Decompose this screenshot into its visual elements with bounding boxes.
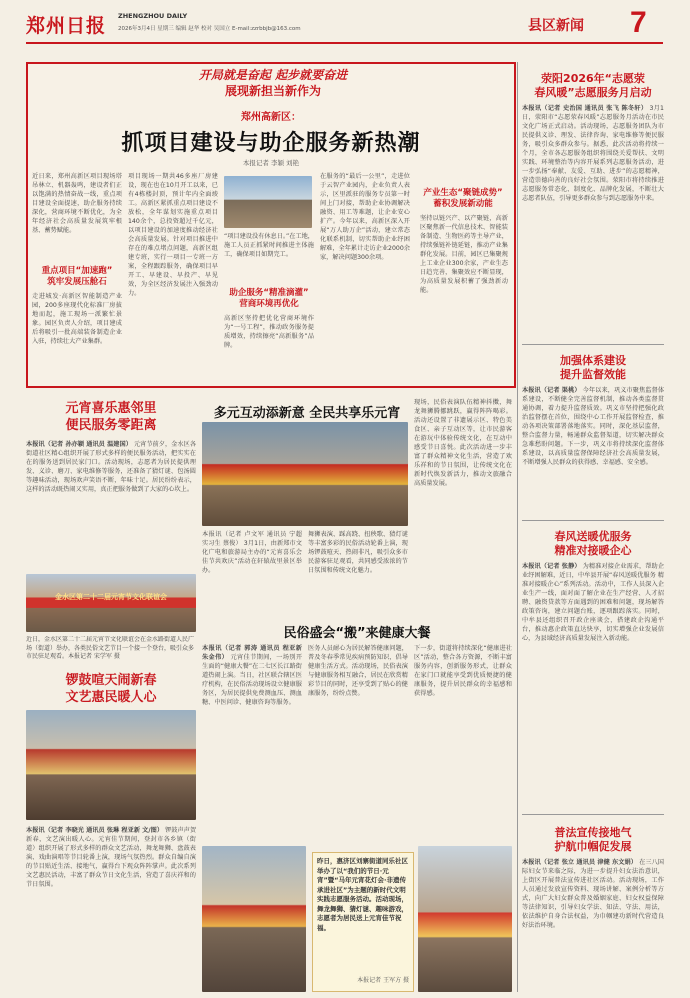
side-1-byline: 本报讯（记者 史治国 通讯员 张飞 陈冬轩） [522, 105, 648, 112]
story-2-caption-text: 本报讯（记者 卢文军 通讯员 宁超 实习生 蔡俊） 3月1日，由新郑市文化广电和旅游局主办的“元宵喜乐会 佳节共欢庆”活动在轩辕故里景区举办。 [202, 531, 302, 574]
lead-text-col2: 项目现场一期共46多座厂房建设，现在也在10月开工以来，已有4栋楼封顶，预计年内全面竣工。高新区紧抓重点项目建设不放松，全年谋划实施重点项目140余个，总投资超过千亿元，以项目建设的加速度推动经济社会高质量发展。针对项目推进中存在的难点堵点问题，高新区组建专班，实行一项目一专班一方案，全程跟踪服务，确保项目早开工、早建设、早投产、早见效，为全区经济发展注入强劲动力。 [128, 173, 218, 297]
story-1 [26, 392, 196, 662]
story-2-title: 多元互动添新意 全民共享乐元宵 [213, 406, 401, 421]
lead-text-col3b: 高新区坚持把优化营商环境作为“一号工程”，推动政务服务提质增效，持续擦亮“高新服务”品牌。 [224, 315, 314, 349]
side-1-text: 本报讯（记者 史治国 通讯员 张飞 陈冬轩） 3月1日，荥阳市“志愿荥春风暖”志愿服务月活动在市民文化广场正式启动。活动现场，志愿服务团队为市民提供义诊、理发、法律咨询、家电维修等便民服务，吸引众多群众参与。据悉，此次活动将持续一个月，全市各志愿服务组织将围绕关爱帮扶、文明实践、环境整治等内容开展系列志愿服务活动，进一步弘扬“奉献、友爱、互助、进步”的志愿精神，营造崇德向善的良好社会氛围。荥阳市将持续推进志愿服务常态化、制度化、品牌化发展，不断壮大志愿者队伍，引导更多群众参与到志愿服务中来。 [522, 105, 664, 202]
story-5-photo [202, 846, 306, 992]
masthead-rule [26, 42, 663, 44]
side-column [522, 62, 664, 992]
story-2 [202, 392, 512, 612]
lead-photo [224, 176, 312, 228]
story-2-text-col2: 舞狮表演、踩高跷、扭秧歌、猜灯谜等丰富多彩的民俗活动轮番上演，现场锣鼓喧天、热闹非凡，吸引众多市民游客驻足观看，共同感受浓浓的节日氛围和传统文化魅力。 [308, 531, 408, 574]
lead-headline: 抓项目建设与助企服务新热潮 [121, 131, 421, 156]
side-2-title: 加强体系建设 提升监督效能 [560, 354, 626, 381]
story-1-photo [26, 574, 196, 632]
masthead [0, 0, 690, 52]
masthead-meta: 2026年3月4日 星期三 编辑 赵华 校对 吴国立 E-mail:zzrbbjb@163.com [118, 26, 301, 32]
side-3-byline: 本报讯（记者 张静） [522, 563, 581, 570]
masthead-logo: 郑州日报 [26, 15, 107, 37]
lead-banner-2: 展现新担当新作为 [224, 84, 321, 98]
story-1-byline: 本报讯（记者 孙亦颖 通讯员 温建国） [26, 441, 132, 448]
lead-sub-1: 重点项目“加速跑” 筑牢发展压舱石 [41, 266, 113, 287]
lead-text-col1: 近日来，郑州高新区项目现场塔吊林立、机器轰鸣，建设者们正以饱满的热情奋战一线，重点项目建设全面提速，助企服务持续深化，营商环境不断优化，为全年经济社会高质量发展筑牢根基、蓄势赋能。 [32, 173, 122, 234]
lead-banner-1: 开局就是奋起 起步就要奋进 [198, 68, 348, 82]
side-4-title: 普法宣传接地气 护航巾帼促发展 [554, 826, 632, 853]
section-tag [528, 6, 662, 40]
side-2-text: 本报讯（记者 渠桃） 今年以来，巩义市聚焦监督体系建设，不断健全完善监督机制，推动各类监督贯通协调，着力提升监督质效。巩义市坚持把强化政治监督摆在首位，围绕中心工作开展监督检查，推动各项决策部署落地落实。同时，深化基层监督，整合监督力量，畅通群众监督渠道，切实解决群众急难愁盼问题。下一步，巩义市将持续深化监督体系建设，以高质量监督保障经济社会高质量发展，不断增强人民群众的获得感、幸福感、安全感。 [522, 387, 664, 466]
lead-text-col1b: 走进城发·高新区智能制造产业园，200多座现代化标准厂房拔地而起，施工现场一派繁忙景象。园区负责人介绍，项目建成后将吸引一批高端装备制造企业入驻，持续壮大产业集群。 [32, 293, 122, 345]
side-4-text: 本报讯（记者 张立 通讯员 津健 东文娟） 在三八国际妇女节来临之际，为进一步提升妇女法治意识，上街区开展普法宣传进社区活动。活动现场，工作人员通过发放宣传资料、现场讲解、案例分析等方式，向广大妇女群众普及婚姻家庭、妇女权益保障等法律知识，引导妇女学法、知法、守法、用法，依法维护自身合法权益，为巾帼建功新时代营造良好法治环境。 [522, 859, 664, 929]
story-2-photo [202, 422, 408, 526]
story-3-text-col1: 本报讯（记者 郭涛 通讯员 程亚新 朱金伟） 元宵佳节期间，一场别开生面的“健康大餐”在二七区长江路街道热闹上演。当日，社区联合辖区医疗机构，在民俗活动现场设立健康服务区，为居民提供免费测血压、测血糖、中医问诊、健康咨询等服务。 [202, 645, 302, 706]
story-1-text: 本报讯（记者 孙亦颖 通讯员 温建国） 元宵节前夕，金水区各街道社区精心组织开展了形式多样的便民服务活动，把实实在在的服务送到居民家门口。活动现场，志愿者为居民提供理发、义诊、磨刀、家电维修等服务，还准备了猜灯谜、包汤圆等趣味活动，现场欢声笑语不断，年味十足。居民纷纷表示，这样的活动既热闹又实用，真正把服务做到了大家的心坎上。 [26, 441, 196, 493]
story-3 [202, 614, 512, 844]
side-divider-1 [522, 344, 664, 345]
story-3-byline: 本报讯（记者 郭涛 通讯员 程亚新 朱金伟） [202, 645, 302, 661]
lead-text-col5: 坚持以链兴产、以产聚链，高新区聚焦新一代信息技术、智能装备制造、生物医药等主导产业，持续强链补链延链，推动产业集群化发展。目前，园区已集聚规上工业企业300余家，产业生态日趋完善，集聚效应不断显现，为高质量发展积蓄了强劲新动能。 [420, 215, 508, 294]
story-2-caption [202, 530, 302, 614]
lead-text-col3: “项目建设没有休息日。”在工地，施工人员正抓紧时间推进主体施工，确保项目如期完工。 [224, 233, 314, 258]
lead-byline: 本报记者 李颖 刘艳 [242, 159, 300, 167]
story-1-photo-label: 金水区第二十二届元宵节文化联谊会 [55, 593, 167, 601]
story-2-text-col3: 现场，民俗表演队伍精神抖擞，舞龙舞狮腾挪跳跃，赢得阵阵喝彩。活动还设置了非遗展示区、特色美食区、亲子互动区等，让市民游客在游玩中体验传统文化，在互动中感受节日喜悦。此次活动进一步丰富了群众精神文化生活，营造了欢乐祥和的节日氛围，让传统文化在新时代焕发新活力，推动文旅融合高质量发展。 [414, 399, 512, 487]
story-3-text-col3: 下一步，街道将持续深化“健康进社区”活动，整合各方资源，不断丰富服务内容，创新服务形式，让群众在家门口就能享受到优质便捷的健康服务，提升居民群众的幸福感和获得感。 [414, 645, 512, 697]
lead-story [26, 62, 516, 388]
info-box [312, 852, 414, 992]
story-3-title: 民俗盛会“搬”来健康大餐 [283, 626, 431, 641]
story-5 [202, 846, 512, 992]
page-number: 7 [630, 6, 647, 39]
info-box-text: 昨日，惠济区刘寨街道同乐社区举办了以“我们的节日·元宵”暨“马年元宵花灯会·非遗传承进社区”为主题的新时代文明实践志愿服务活动。活动现场，舞龙舞狮、猜灯谜、趣味游戏，志愿者为居民送上元宵佳节祝福。 [317, 857, 408, 932]
masthead-en: ZHENGZHOU DAILY [118, 12, 188, 20]
story-5-photo-2 [418, 846, 512, 992]
story-1-title: 元宵喜乐惠邻里 便民服务零距离 [65, 401, 157, 433]
section-title: 县区新闻 [528, 18, 584, 34]
story-4 [26, 668, 196, 992]
story-1-caption: 近日，金水区第二十二届元宵节文化联谊会在金水路街道人民广场（街道）举办，各类民俗文艺节目一个接一个登台，吸引众多市民驻足观看。本报记者 宋学军 摄 [26, 636, 195, 660]
side-4-byline: 本报讯（记者 张立 通讯员 津健 东文娟） [522, 859, 638, 866]
side-1-title: 荥阳2026年“志愿荥 春风暖”志愿服务月启动 [534, 72, 652, 99]
info-box-byline: 本报记者 王军方 摄 [357, 977, 409, 984]
side-3-title: 春风送暖优服务 精准对接暖企心 [554, 530, 632, 557]
side-divider-2 [522, 520, 664, 521]
lead-text-col4: 在服务的“最后一公里”，走进位于云智产业园内，企业负责人表示，区里派驻的服务专员第一时间上门对接，帮助企业协调解决融资、用工等难题，让企业安心扩产。今年以来，高新区深入开展“万人助万企”活动，建立常态化联系机制，切实帮助企业纾困解难，全年累计走访企业2000余家，解决问题300余项。 [320, 173, 410, 261]
story-4-title: 锣鼓喧天闹新春 文艺惠民暖人心 [65, 673, 157, 705]
lead-sub-3: 产业生态“聚链成势” 蓄积发展新动能 [423, 188, 503, 209]
story-3-text-col2: 医务人员耐心为居民解答健康问题，普及冬春季常见疾病预防知识，倡导健康生活方式。活动现场，民俗表演与健康服务相互融合，居民在欣赏精彩节目的同时，还享受到了贴心的健康服务，纷纷点赞。 [308, 645, 408, 697]
side-3-text: 本报讯（记者 张静） 为精准对接企业需求，帮助企业纾困解难，近日，中牟县开展“春风送暖优服务 精准对接暖企心”系列活动。活动中，工作人员深入企业生产一线，面对面了解企业在生产经营、人才招聘、融资贷款等方面遇到的困难和问题，现场解答政策咨询，建立问题台账，逐项跟踪落实。同时，中牟县还组织召开政企座谈会，搭建政企沟通平台，推动惠企政策直达快享，切实增强企业发展信心，为县域经济高质量发展注入新动能。 [522, 563, 664, 642]
lead-kicker: 郑州高新区： [241, 112, 301, 123]
lead-sub-2: 助企服务“精准滴灌” 营商环境再优化 [229, 288, 309, 309]
column-divider [517, 62, 518, 992]
side-2-byline: 本报讯（记者 渠桃） [522, 387, 581, 394]
story-4-text: 本报讯（记者 李晓光 通讯员 张琳 程亚新 文/图） 锣鼓声声贺新春，文艺演出暖人心。元宵佳节期间，登封市各乡镇（街道）组织开展了形式多样的群众文艺活动，舞龙舞狮、盘鼓表演、戏曲演唱等节目轮番上演，现场气氛热烈。群众自编自演的节目贴近生活、接地气，赢得台下观众阵阵掌声。此次系列文艺惠民活动，丰富了群众节日文化生活，营造了喜庆祥和的节日氛围。 [26, 827, 196, 888]
story-4-byline: 本报讯（记者 李晓光 通讯员 张琳 程亚新 文/图） [26, 827, 164, 834]
story-4-photo [26, 710, 196, 820]
side-divider-3 [522, 814, 664, 815]
